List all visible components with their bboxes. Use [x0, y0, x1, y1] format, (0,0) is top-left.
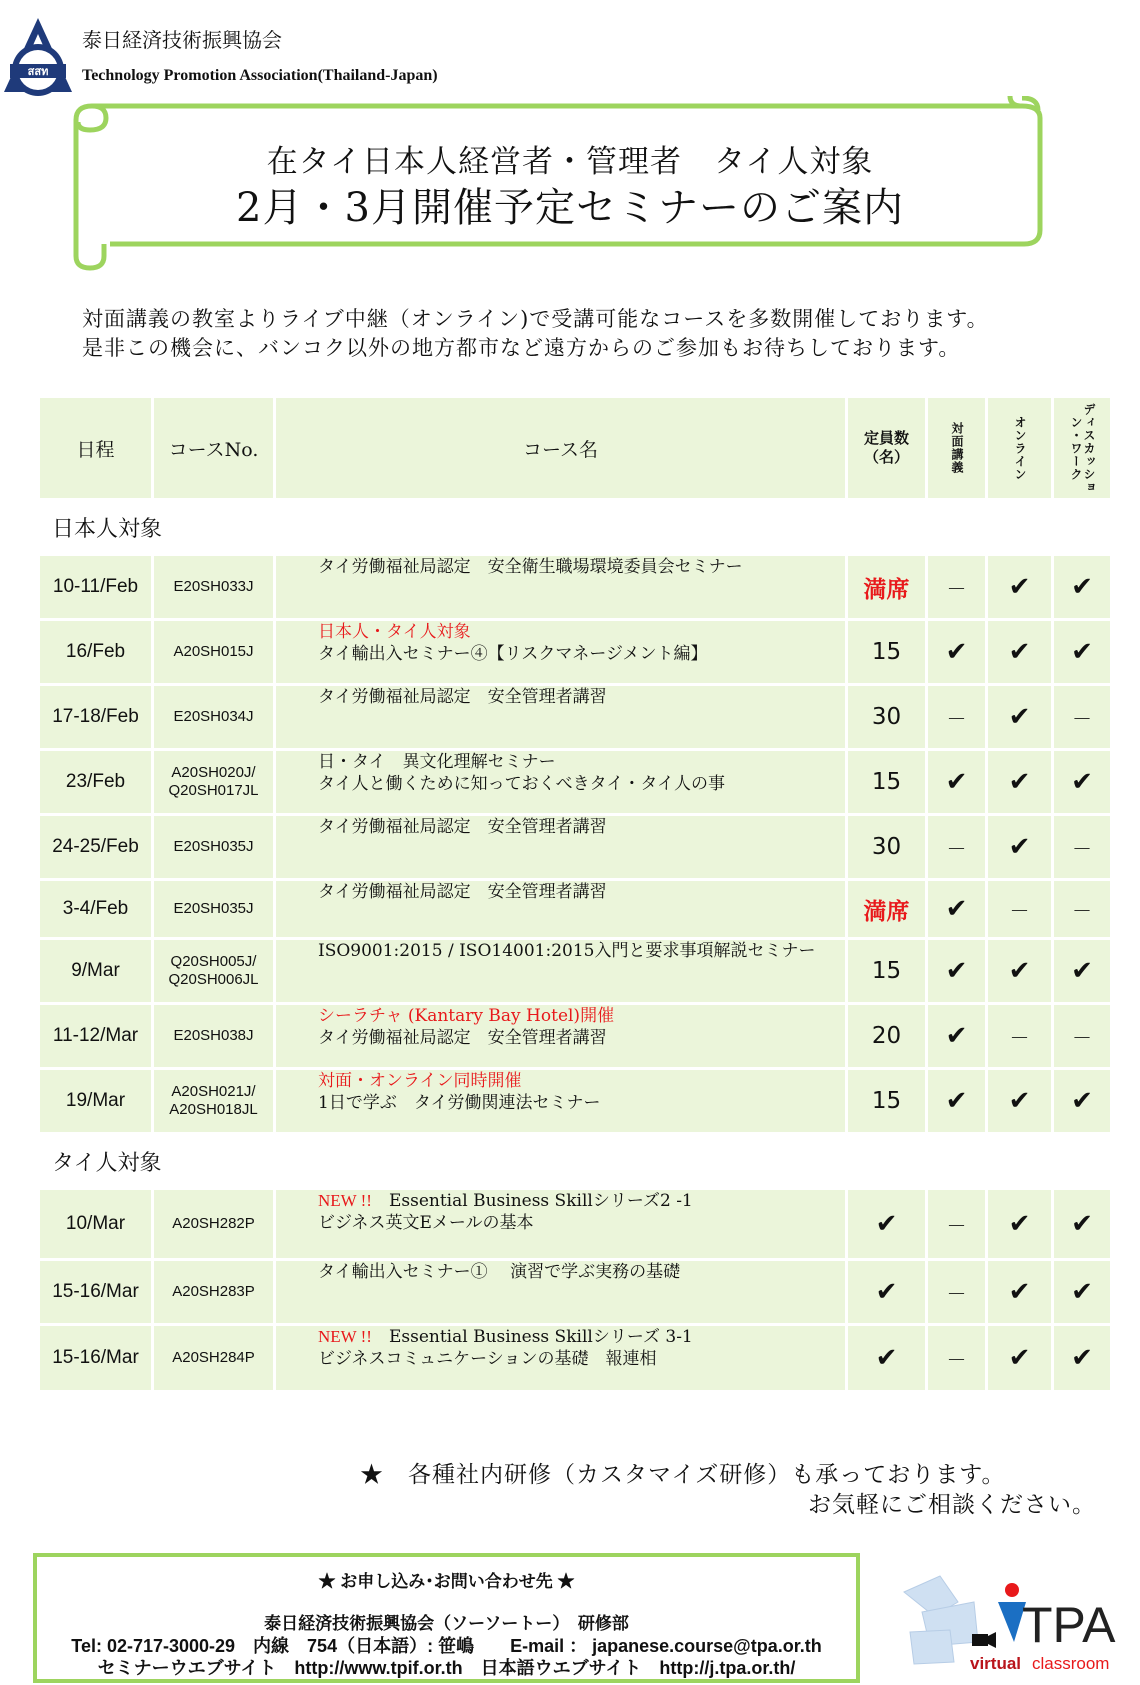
cell-course-no — [154, 556, 276, 618]
check-icon: ✔ — [875, 1277, 898, 1307]
cell-online — [988, 556, 1054, 618]
table-row[interactable] — [40, 816, 1110, 878]
course-no-line: A20SH282P — [172, 1215, 255, 1232]
course-no-line: A20SH283P — [172, 1283, 255, 1300]
check-icon: ✔ — [1008, 572, 1031, 602]
check-icon: ✔ — [945, 956, 968, 986]
course-title: タイ労働福祉局認定 安全管理者講習 — [318, 1028, 607, 1048]
course-no-line: E20SH034J — [173, 708, 254, 725]
cell-face-to-face — [928, 1261, 988, 1323]
capacity-value: 15 — [871, 958, 902, 984]
header-face-label: 対面講義 — [950, 422, 964, 474]
cell-capacity — [848, 1261, 928, 1323]
dash-icon: － — [1009, 1025, 1030, 1050]
cell-online — [988, 1190, 1054, 1258]
intro-text — [82, 305, 989, 363]
course-highlight-label: NEW !! — [318, 1191, 372, 1210]
course-no-text — [173, 578, 253, 596]
course-no-line: A20SH018JL — [169, 1101, 258, 1118]
course-name-line — [318, 621, 471, 643]
course-title: タイ労働福祉局認定 安全管理者講習 — [318, 882, 607, 902]
dash-icon: － — [946, 706, 967, 731]
table-row[interactable] — [40, 751, 1110, 813]
course-subtitle: ビジネス英文Eメールの基本 — [318, 1213, 534, 1233]
table-row[interactable] — [40, 686, 1110, 748]
contact-title: ★ お申し込み･お問い合わせ先 ★ — [318, 1572, 575, 1591]
cell-course-name — [276, 1070, 848, 1132]
header-capacity-unit: （名） — [863, 448, 909, 466]
cell-capacity — [848, 621, 928, 683]
header-discussion-label: ディスカッション・ワーク — [1069, 402, 1096, 494]
dash-icon: － — [1009, 898, 1030, 923]
cell-date — [40, 1070, 154, 1132]
banner-subtitle: 在タイ日本人経営者・管理者 タイ人対象 — [266, 144, 874, 180]
course-no-line: E20SH033J — [173, 578, 254, 595]
course-no-text — [172, 1283, 255, 1301]
course-subtitle: タイ人と働くために知っておくべきタイ・タイ人の事 — [318, 774, 725, 794]
cell-capacity — [848, 1005, 928, 1067]
cell-date — [40, 556, 154, 618]
cell-date — [40, 816, 154, 878]
camera-icon — [972, 1634, 988, 1646]
org-name-japanese: 泰日経済技術振興協会 — [82, 28, 282, 52]
capacity-value: 満席 — [863, 897, 910, 925]
course-no-text — [173, 838, 253, 856]
course-no-line: A20SH015J — [173, 643, 254, 660]
cell-capacity — [848, 1070, 928, 1132]
capacity-value: 20 — [871, 1023, 902, 1049]
course-title: 日・タイ 異文化理解セミナー — [318, 752, 556, 772]
cell-date — [40, 1005, 154, 1067]
date-text: 17-18/Feb — [52, 706, 139, 727]
header-course-no: コースNo. — [154, 398, 276, 498]
capacity-value: 満席 — [863, 575, 910, 603]
cell-online — [988, 686, 1054, 748]
cell-capacity — [848, 940, 928, 1002]
cell-course-name — [276, 816, 848, 878]
check-icon: ✔ — [1008, 1209, 1031, 1239]
cell-course-name — [276, 751, 848, 813]
table-row[interactable] — [40, 1070, 1110, 1132]
cell-course-no — [154, 1326, 276, 1390]
cell-face-to-face — [928, 751, 988, 813]
course-subtitle: ビジネスコミュニケーションの基礎 報連相 — [318, 1349, 657, 1369]
dash-icon: － — [946, 836, 967, 861]
dash-icon: － — [946, 1281, 967, 1306]
header-discussion — [1054, 398, 1110, 498]
intro-line-2: 是非この機会に、バンコク以外の地方都市など遠方からのご参加もお待ちしております。 — [82, 336, 961, 360]
course-name-line — [318, 1190, 693, 1212]
cell-discussion — [1054, 940, 1110, 1002]
date-text: 15-16/Mar — [52, 1281, 139, 1302]
tpa-logo — [2, 16, 74, 98]
table-row[interactable] — [40, 1190, 1110, 1258]
cell-face-to-face — [928, 816, 988, 878]
course-no-line: Q20SH005J/ — [170, 953, 257, 970]
contact-org: 泰日経済技術振興協会（ソーソートー） 研修部 — [264, 1614, 629, 1633]
contact-box — [33, 1553, 860, 1683]
cell-course-name — [276, 940, 848, 1002]
cell-capacity — [848, 881, 928, 937]
date-text: 9/Mar — [71, 960, 120, 981]
course-name-line — [318, 1005, 614, 1027]
cell-course-no — [154, 751, 276, 813]
dash-icon: － — [1072, 706, 1092, 731]
cell-date — [40, 751, 154, 813]
check-icon: ✔ — [1008, 832, 1031, 862]
header-capacity-label: 定員数 — [863, 429, 909, 447]
course-no-line: A20SH284P — [172, 1349, 255, 1366]
cell-course-name — [276, 881, 848, 937]
cell-course-no — [154, 1190, 276, 1258]
cell-date — [40, 881, 154, 937]
header-capacity — [848, 398, 928, 498]
header-online-label: オンライン — [1013, 415, 1027, 481]
course-name-line — [318, 1326, 693, 1348]
cell-course-no — [154, 1005, 276, 1067]
course-no-text — [172, 1349, 255, 1367]
cell-online — [988, 1070, 1054, 1132]
svg-text:TPA: TPA — [1022, 1597, 1116, 1653]
cell-online — [988, 621, 1054, 683]
course-no-text — [169, 1083, 257, 1119]
capacity-value: 15 — [871, 1088, 902, 1114]
dash-icon: － — [1072, 898, 1092, 923]
check-icon: ✔ — [1071, 1343, 1093, 1373]
date-text: 23/Feb — [65, 771, 126, 792]
cell-discussion — [1054, 816, 1110, 878]
header-online — [988, 398, 1054, 498]
cell-course-name — [276, 1261, 848, 1323]
cell-online — [988, 816, 1054, 878]
cell-discussion — [1054, 1005, 1110, 1067]
capacity-value: 15 — [871, 769, 902, 795]
cell-discussion — [1054, 881, 1110, 937]
date-text: 24-25/Feb — [52, 836, 139, 857]
capacity-value: 30 — [871, 704, 902, 730]
cell-face-to-face — [928, 1070, 988, 1132]
cell-course-no — [154, 816, 276, 878]
cell-date — [40, 621, 154, 683]
check-icon: ✔ — [875, 1343, 898, 1373]
check-icon: ✔ — [1071, 767, 1093, 797]
date-text: 10-11/Feb — [52, 576, 139, 597]
cell-online — [988, 1005, 1054, 1067]
section-heading: 日本人対象 — [40, 501, 1110, 553]
cell-online — [988, 881, 1054, 937]
contact-tel-email[interactable]: Tel: 02-717-3000-29 内線 754（日本語）: 笹嶋 E-mail ： japanese.course@tpa.or.th — [71, 1636, 822, 1656]
check-icon: ✔ — [1071, 1086, 1093, 1116]
cell-discussion — [1054, 1326, 1110, 1390]
date-text: 11-12/Mar — [52, 1025, 139, 1046]
course-no-line: E20SH035J — [173, 838, 254, 855]
course-no-line: A20SH020J/ — [171, 764, 256, 781]
table-header-row — [40, 398, 1110, 498]
course-no-line: A20SH021J/ — [171, 1083, 256, 1100]
table-row[interactable] — [40, 1261, 1110, 1323]
course-no-line: Q20SH006JL — [168, 971, 259, 988]
check-icon: ✔ — [1008, 637, 1031, 667]
course-title: ISO9001:2015 / ISO14001:2015入門と要求事項解説セミナー — [318, 941, 816, 961]
date-text: 15-16/Mar — [52, 1347, 139, 1368]
cell-course-no — [154, 940, 276, 1002]
capacity-value: 30 — [871, 834, 902, 860]
cell-capacity — [848, 751, 928, 813]
dash-icon: － — [1072, 1025, 1092, 1050]
dash-icon: － — [1072, 836, 1092, 861]
cell-capacity — [848, 1190, 928, 1258]
cell-course-no — [154, 881, 276, 937]
check-icon: ✔ — [1071, 637, 1093, 667]
table-row[interactable] — [40, 556, 1110, 618]
cell-capacity — [848, 686, 928, 748]
intro-line-1: 対面講義の教室よりライブ中継（オンライン)で受講可能なコースを多数開催しております。 — [82, 307, 989, 331]
course-title: Essential Business Skillシリーズ 3-1 — [388, 1327, 693, 1347]
cell-face-to-face — [928, 1190, 988, 1258]
check-icon: ✔ — [1071, 572, 1093, 602]
cell-course-name — [276, 1326, 848, 1390]
check-icon: ✔ — [1008, 702, 1031, 732]
svg-text:classroom: classroom — [1032, 1654, 1110, 1673]
svg-text:สสท: สสท — [27, 65, 49, 78]
cell-discussion — [1054, 1261, 1110, 1323]
course-title: Essential Business Skillシリーズ2 -1 — [388, 1191, 693, 1211]
course-title: 1日で学ぶ タイ労働関連法セミナー — [318, 1093, 601, 1113]
cell-course-no — [154, 1261, 276, 1323]
banner-title: 2月・3月開催予定セミナーのご案内 — [236, 185, 904, 231]
cell-course-name — [276, 1005, 848, 1067]
course-highlight-label: シーラチャ (Kantary Bay Hotel)開催 — [318, 1006, 615, 1026]
course-highlight-label: 対面・オンライン同時開催 — [318, 1071, 522, 1091]
cell-face-to-face — [928, 1326, 988, 1390]
cell-discussion — [1054, 621, 1110, 683]
cell-face-to-face — [928, 621, 988, 683]
table-row[interactable] — [40, 940, 1110, 1002]
check-icon: ✔ — [1008, 1343, 1031, 1373]
check-icon: ✔ — [875, 1209, 898, 1239]
cell-date — [40, 1190, 154, 1258]
virtual-classroom-logo — [900, 1572, 1118, 1677]
cell-course-name — [276, 621, 848, 683]
cell-face-to-face — [928, 881, 988, 937]
course-no-text — [173, 900, 253, 918]
cell-discussion — [1054, 1070, 1110, 1132]
cell-date — [40, 940, 154, 1002]
check-icon: ✔ — [945, 1086, 968, 1116]
course-no-text — [173, 1027, 253, 1045]
course-title: タイ輸出入セミナー① 演習で学ぶ実務の基礎 — [318, 1262, 681, 1282]
course-no-text — [168, 764, 258, 800]
check-icon: ✔ — [945, 767, 968, 797]
cell-course-name — [276, 556, 848, 618]
course-title: タイ労働福祉局認定 安全管理者講習 — [318, 687, 607, 707]
cell-date — [40, 686, 154, 748]
course-highlight-label: 日本人・タイ人対象 — [318, 622, 471, 642]
cell-online — [988, 1326, 1054, 1390]
cell-course-no — [154, 686, 276, 748]
check-icon: ✔ — [1008, 1277, 1031, 1307]
capacity-value: 15 — [871, 639, 902, 665]
course-no-text — [173, 643, 253, 661]
course-no-line: E20SH038J — [173, 1027, 254, 1044]
table-row[interactable] — [40, 881, 1110, 937]
course-no-line: E20SH035J — [173, 900, 254, 917]
check-icon: ✔ — [945, 894, 968, 924]
date-text: 19/Mar — [65, 1090, 126, 1111]
cell-course-no — [154, 621, 276, 683]
custom-training-note: ★ 各種社内研修（カスタマイズ研修）も承っております。 — [360, 1462, 1006, 1488]
course-no-text — [172, 1215, 255, 1233]
seminar-schedule-table — [40, 398, 1110, 1393]
check-icon: ✔ — [1071, 1209, 1093, 1239]
cell-online — [988, 940, 1054, 1002]
course-name-line — [318, 1070, 522, 1092]
cell-course-name — [276, 686, 848, 748]
check-icon: ✔ — [945, 1021, 968, 1051]
cell-capacity — [848, 816, 928, 878]
cell-face-to-face — [928, 556, 988, 618]
cell-discussion — [1054, 1190, 1110, 1258]
cell-face-to-face — [928, 1005, 988, 1067]
date-text: 3-4/Feb — [62, 898, 129, 919]
check-icon: ✔ — [945, 637, 968, 667]
cell-face-to-face — [928, 686, 988, 748]
header-course-name: コース名 — [276, 398, 848, 498]
cell-capacity — [848, 1326, 928, 1390]
check-icon: ✔ — [1008, 1086, 1031, 1116]
dash-icon: － — [946, 1347, 967, 1372]
cell-face-to-face — [928, 940, 988, 1002]
cell-online — [988, 1261, 1054, 1323]
course-no-text — [168, 953, 258, 989]
cell-discussion — [1054, 751, 1110, 813]
consultation-note: お気軽にご相談ください。 — [808, 1492, 1096, 1518]
check-icon: ✔ — [1008, 767, 1031, 797]
course-no-line: Q20SH017JL — [168, 782, 259, 799]
header-face-to-face — [928, 398, 988, 498]
course-highlight-label: NEW !! — [318, 1327, 372, 1346]
header-date: 日程 — [40, 398, 154, 498]
check-icon: ✔ — [1071, 956, 1093, 986]
date-text: 10/Mar — [65, 1213, 126, 1234]
course-no-text — [173, 708, 253, 726]
section-heading: タイ人対象 — [40, 1135, 1110, 1187]
org-name-english: Technology Promotion Association(Thailand-Japan) — [82, 67, 438, 84]
cell-discussion — [1054, 686, 1110, 748]
cell-online — [988, 751, 1054, 813]
dash-icon: － — [946, 1213, 967, 1238]
cell-capacity — [848, 556, 928, 618]
course-title: タイ労働福祉局認定 安全衛生職場環境委員会セミナー — [318, 557, 743, 577]
dash-icon: － — [946, 576, 967, 601]
svg-text:virtual: virtual — [970, 1654, 1022, 1673]
date-text: 16/Feb — [65, 641, 126, 662]
course-title: タイ労働福祉局認定 安全管理者講習 — [318, 817, 607, 837]
cell-course-name — [276, 1190, 848, 1258]
check-icon: ✔ — [1071, 1277, 1093, 1307]
cell-course-no — [154, 1070, 276, 1132]
contact-websites[interactable]: セミナーウエブサイト http://www.tpif.or.th 日本語ウエブサイト http://j.tpa.or.th/ — [97, 1658, 796, 1678]
course-title: タイ輸出入セミナー④【リスクマネージメント編】 — [318, 644, 708, 664]
cell-date — [40, 1326, 154, 1390]
check-icon: ✔ — [1008, 956, 1031, 986]
cell-discussion — [1054, 556, 1110, 618]
table-row[interactable] — [40, 621, 1110, 683]
table-row[interactable] — [40, 1326, 1110, 1390]
cell-date — [40, 1261, 154, 1323]
table-row[interactable] — [40, 1005, 1110, 1067]
